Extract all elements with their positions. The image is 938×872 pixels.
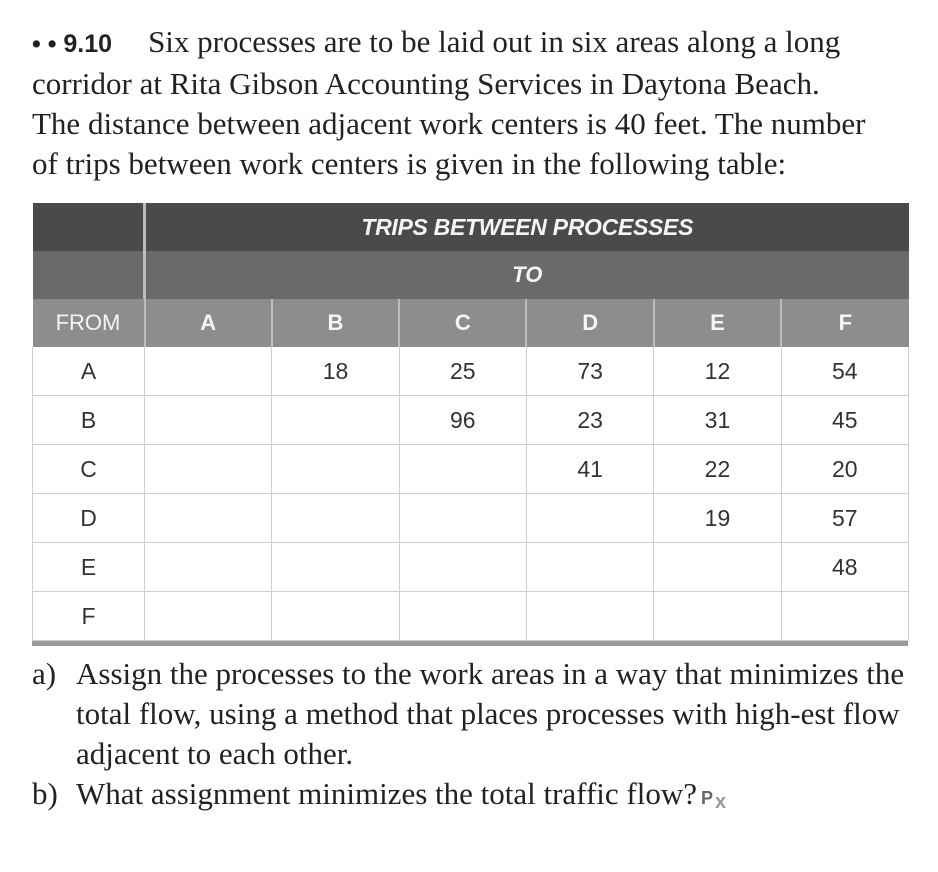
table-cell xyxy=(272,494,399,543)
questions xyxy=(32,654,912,820)
question-label: b) xyxy=(32,776,58,811)
table-cell xyxy=(145,445,272,494)
table-cell xyxy=(272,592,399,641)
column-header: F xyxy=(781,299,908,347)
svg-text:x: x xyxy=(714,791,727,810)
problem-statement xyxy=(32,22,912,184)
table-cell: 20 xyxy=(781,445,908,494)
intro-line-4: of trips between work centers is given in the following table: xyxy=(32,146,787,181)
table-row xyxy=(33,396,909,445)
table-cell xyxy=(145,494,272,543)
question-text: What assignment minimizes the total traffic flow? xyxy=(76,776,697,811)
table-cell xyxy=(272,396,399,445)
row-label: C xyxy=(33,445,145,494)
row-label: F xyxy=(33,592,145,641)
table-cell: 96 xyxy=(399,396,526,445)
header-corner-middle xyxy=(33,251,145,299)
table-cell xyxy=(526,543,653,592)
table-row xyxy=(33,445,909,494)
svg-text:P: P xyxy=(700,788,713,808)
column-header: A xyxy=(145,299,272,347)
table-cell xyxy=(145,592,272,641)
table-cell xyxy=(145,543,272,592)
column-header: B xyxy=(272,299,399,347)
px-software-icon xyxy=(701,780,741,820)
intro-line-3: The distance between adjacent work centers is 40 feet. The number xyxy=(32,106,866,141)
from-label: FROM xyxy=(33,299,145,347)
table-cell xyxy=(654,543,781,592)
table-row xyxy=(33,494,909,543)
table-cell: 22 xyxy=(654,445,781,494)
question-text-wrap xyxy=(76,774,912,820)
table-cell xyxy=(399,445,526,494)
table-cell xyxy=(526,494,653,543)
row-label: B xyxy=(33,396,145,445)
column-header: D xyxy=(526,299,653,347)
intro-line-2: corridor at Rita Gibson Accounting Services in Daytona Beach. xyxy=(32,66,820,101)
column-header: C xyxy=(399,299,526,347)
row-label: E xyxy=(33,543,145,592)
question-a xyxy=(32,654,912,774)
table-cell xyxy=(399,543,526,592)
table-cell xyxy=(272,543,399,592)
question-label: a) xyxy=(32,656,57,691)
table-cell xyxy=(399,592,526,641)
trips-table-container xyxy=(32,203,908,646)
table-cell: 41 xyxy=(526,445,653,494)
table-bottom-rule xyxy=(32,641,908,646)
problem-first-line xyxy=(32,22,912,64)
table-cell xyxy=(654,592,781,641)
row-label: D xyxy=(33,494,145,543)
table-cell xyxy=(399,494,526,543)
column-header: E xyxy=(654,299,781,347)
table-cell xyxy=(272,445,399,494)
table-cell: 48 xyxy=(781,543,908,592)
table-cell: 54 xyxy=(781,347,908,396)
to-label: TO xyxy=(145,251,909,299)
table-row xyxy=(33,592,909,641)
question-text: Assign the processes to the work areas in a way that minimizes the total flow, using a method that places processes with high-est flow adjacent to each other. xyxy=(76,656,905,771)
trips-table xyxy=(32,203,909,641)
table-cell: 31 xyxy=(654,396,781,445)
table-row xyxy=(33,543,909,592)
table-cell xyxy=(145,396,272,445)
table-cell: 73 xyxy=(526,347,653,396)
table-cell: 12 xyxy=(654,347,781,396)
header-corner-top xyxy=(33,203,145,251)
table-cell: 18 xyxy=(272,347,399,396)
table-cell: 57 xyxy=(781,494,908,543)
problem-number: • • 9.10 xyxy=(32,30,113,58)
table-cell xyxy=(145,347,272,396)
table-cell: 45 xyxy=(781,396,908,445)
table-row xyxy=(33,347,909,396)
question-b xyxy=(32,774,912,820)
table-cell: 25 xyxy=(399,347,526,396)
table-cell: 23 xyxy=(526,396,653,445)
table-title: TRIPS BETWEEN PROCESSES xyxy=(145,203,909,251)
table-cell xyxy=(526,592,653,641)
row-label: A xyxy=(33,347,145,396)
table-cell: 19 xyxy=(654,494,781,543)
intro-line-1: Six processes are to be laid out in six areas along a long xyxy=(148,24,841,59)
table-cell xyxy=(781,592,908,641)
